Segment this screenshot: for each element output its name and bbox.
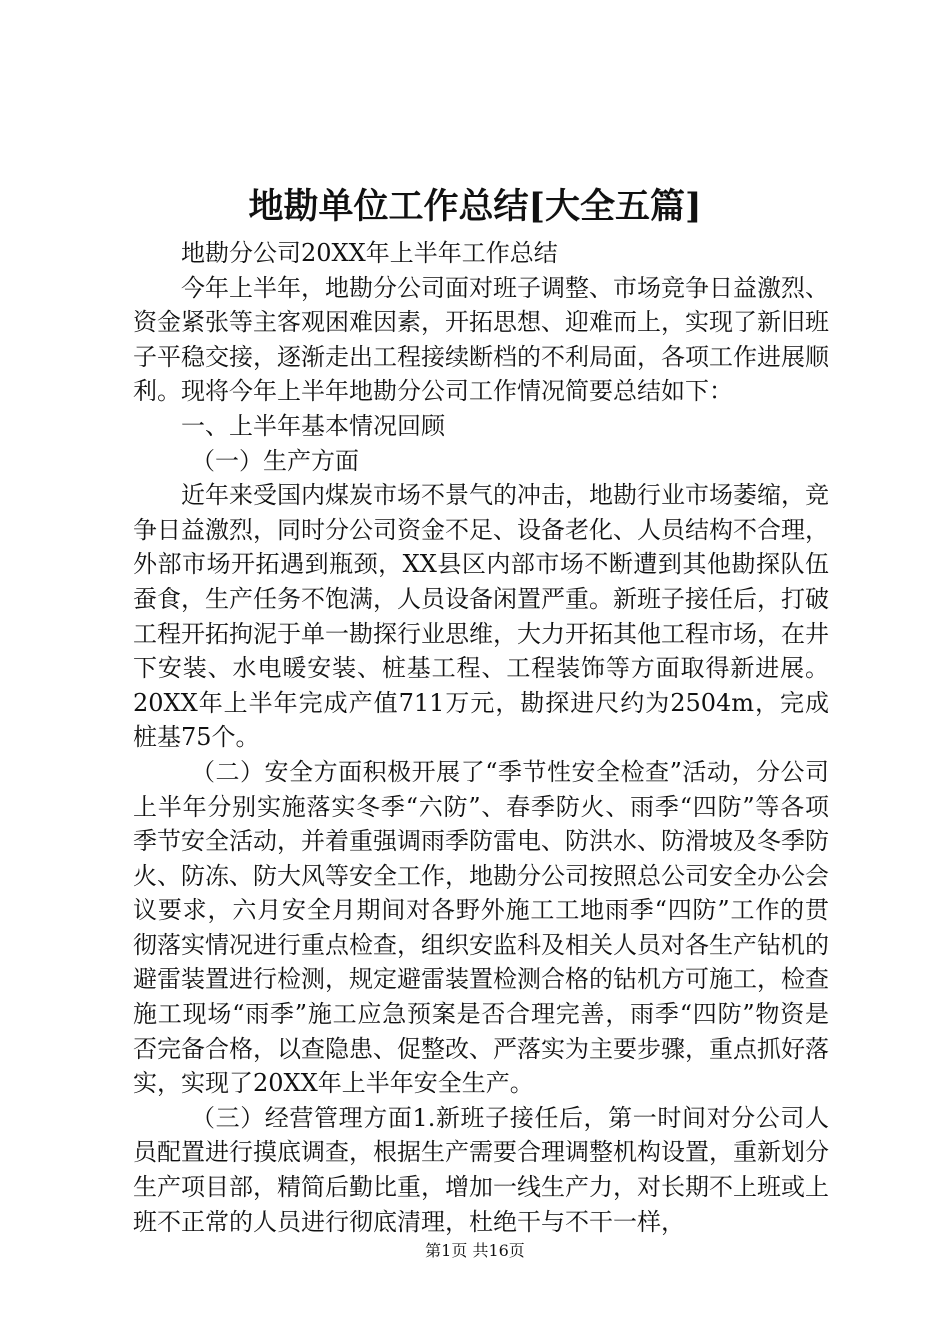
section-heading: 一、上半年基本情况回顾 — [181, 411, 445, 440]
subsection-heading-production: （一）生产方面 — [191, 446, 359, 475]
page-footer: 第1页 共16页 — [425, 1241, 525, 1260]
intro-paragraph: 今年上半年，地勘分公司面对班子调整、市场竞争日益激烈、资金紧张等主客观困难因素，开拓思想、迎难而上，实现了新旧班子平稳交接，逐渐走出工程接续断档的不利局面，各项工作进展顺利。现将今年上半年地勘分公司工作情况简要总结如下： — [133, 273, 829, 406]
safety-paragraph: （二）安全方面积极开展了“季节性安全检查”活动，分公司上半年分别实施落实冬季“六防”、春季防火、雨季“四防”等各项季节安全活动，并着重强调雨季防雷电、防洪水、防滑坡及冬季防火、防冻、防大风等安全工作，地勘分公司按照总公司安全办公会议要求，六月安全月期间对各野外施工工地雨季“四防”工作的贯彻落实情况进行重点检查，组织安监科及相关人员对各生产钻机的避雷装置进行检测，规定避雷装置检测合格的钻机方可施工，检查施工现场“雨季”施工应急预案是否合理完善，雨季“四防”物资是否完备合格，以查隐患、促整改、严落实为主要步骤，重点抓好落实，实现了20XX年上半年安全生产。 — [133, 757, 829, 1098]
document-body — [133, 236, 829, 1239]
subtitle-paragraph: 地勘分公司20XX年上半年工作总结 — [181, 239, 558, 267]
production-paragraph: 近年来受国内煤炭市场不景气的冲击，地勘行业市场萎缩，竞争日益激烈，同时分公司资金不足、设备老化、人员结构不合理，外部市场开拓遇到瓶颈，XX县区内部市场不断遭到其他勘探队伍蚕食，生产任务不饱满，人员设备闲置严重。新班子接任后，打破工程开拓拘泥于单一勘探行业思维，大力开拓其他工程市场，在井下安装、水电暖安装、桩基工程、工程装饰等方面取得新进展。20XX年上半年完成产值711万元，勘探进尺约为2504m，完成桩基75个。 — [133, 481, 829, 752]
management-paragraph: （三）经营管理方面1.新班子接任后，第一时间对分公司人员配置进行摸底调查，根据生产需要合理调整机构设置，重新划分生产项目部，精简后勤比重，增加一线生产力，对长期不上班或上班不正常的人员进行彻底清理，杜绝干与不干一样， — [133, 1103, 829, 1236]
document-title: 地勘单位工作总结[大全五篇] — [248, 186, 702, 227]
